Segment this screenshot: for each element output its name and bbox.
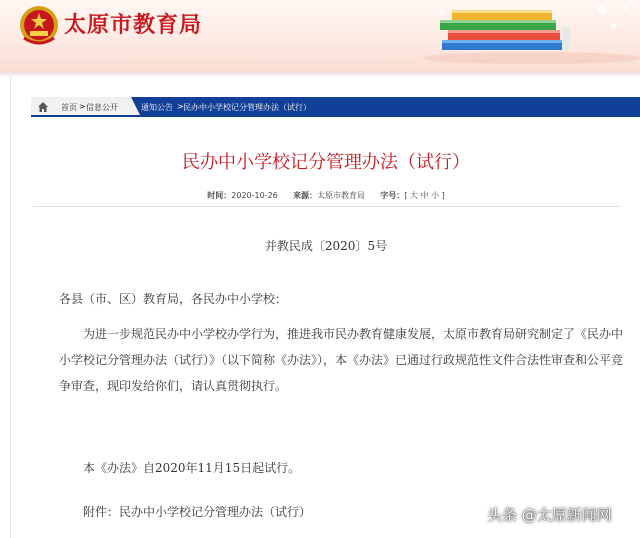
- breadcrumb-separator: >: [177, 102, 184, 111]
- meta-divider: [33, 206, 621, 207]
- national-emblem-icon: [18, 4, 60, 48]
- salutation: 各县（市、区）教育局，各民办中小学校：: [59, 292, 288, 306]
- books-decoration-icon: [412, 0, 640, 64]
- breadcrumb-current-page: 民办中小学校记分管理办法（试行）: [183, 103, 311, 112]
- font-bracket: [: [404, 191, 408, 200]
- breadcrumb-info-public-link[interactable]: 信息公开: [86, 103, 118, 112]
- publish-date: 2020-10-26: [231, 191, 278, 200]
- article-meta: [11, 190, 640, 201]
- source-label: 来源：: [293, 191, 318, 200]
- font-size-label: 字号：: [380, 191, 405, 200]
- font-small-link[interactable]: 小: [431, 191, 440, 200]
- watermark: 头条 @太原新闻网: [487, 506, 612, 524]
- document-number: 并教民成〔2020〕5号: [264, 239, 388, 253]
- content-area: [10, 77, 640, 538]
- breadcrumb-separator: >: [79, 102, 86, 111]
- breadcrumb-current-section: [141, 97, 640, 117]
- article-title: 民办中小学校记分管理办法（试行）: [182, 152, 470, 173]
- attachment-link[interactable]: 附件：民办中小学校记分管理办法（试行）: [83, 505, 312, 519]
- site-header: [0, 0, 640, 72]
- font-bracket: ]: [441, 191, 445, 200]
- breadcrumb-notice-link[interactable]: 通知公告: [141, 103, 173, 112]
- source-value: 太原市教育局: [317, 191, 366, 200]
- effective-date-line: 本《办法》自2020年11月15日起试行。: [83, 461, 301, 475]
- home-icon: [37, 101, 49, 113]
- site-title[interactable]: 太原市教育局: [64, 13, 203, 38]
- breadcrumb-home-link[interactable]: 首页: [61, 103, 77, 112]
- font-large-link[interactable]: 大: [409, 191, 418, 200]
- time-label: 时间：: [207, 191, 232, 200]
- body-paragraph: 为进一步规范民办中小学校办学行为，推进我市民办教育健康发展，太原市教育局研究制定了《民办中小学校记分管理办法（试行）》（以下简称《办法》），本《办法》已通过行政规范性文件合法性审查和公平竞争审查，现印发给你们，请认真贯彻执行。: [59, 327, 624, 393]
- font-medium-link[interactable]: 中: [420, 191, 429, 200]
- breadcrumb: [31, 97, 640, 117]
